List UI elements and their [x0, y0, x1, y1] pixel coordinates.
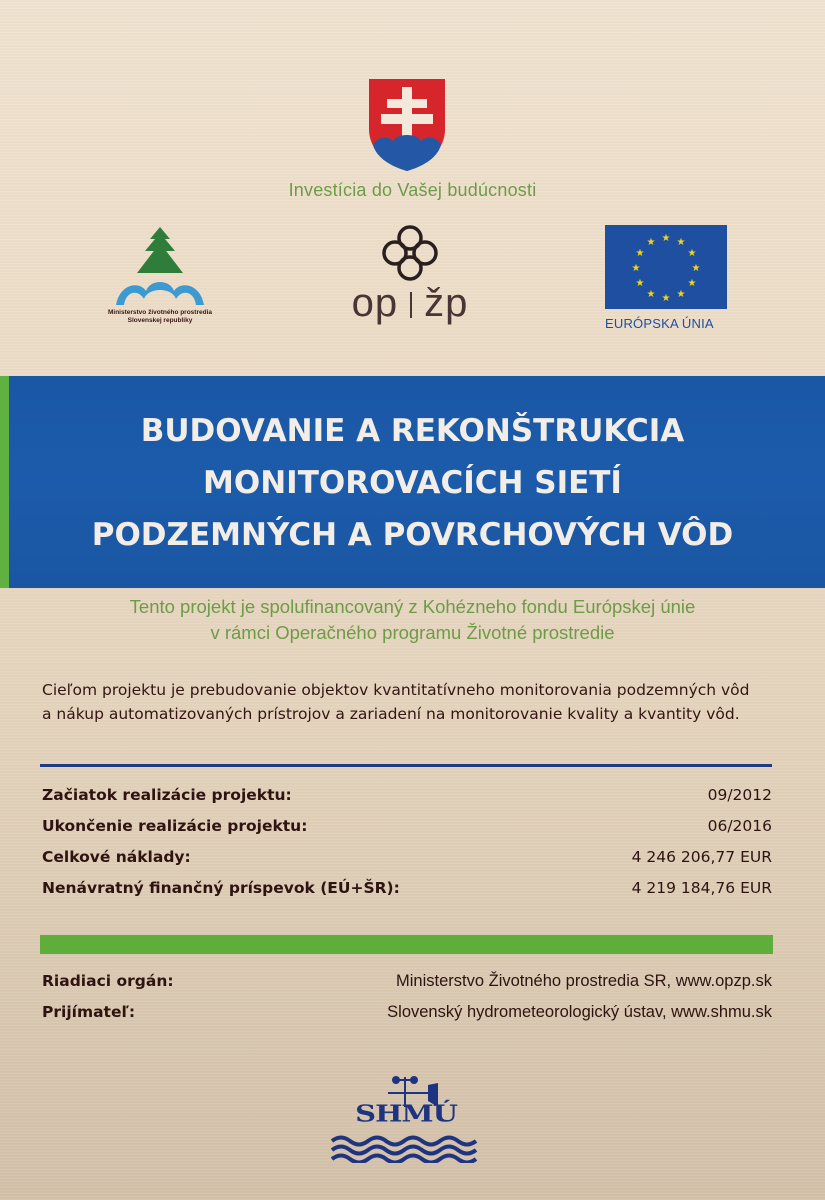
- cofunding-statement: [0, 594, 825, 646]
- shmu-logo: [328, 1073, 488, 1163]
- info-row-end: [42, 817, 772, 848]
- project-goal: [42, 678, 802, 726]
- goal-line: a nákup automatizovaných prístrojov a zariadení na monitorovanie kvality a kvantity vôd.: [42, 705, 740, 723]
- svg-text:★: ★: [676, 289, 686, 300]
- ministry-name-line2: Slovenskej republiky: [127, 317, 193, 324]
- info-row-total-cost: [42, 848, 772, 879]
- info-value: 4 219 184,76 EUR: [631, 879, 772, 897]
- svg-text:★: ★: [687, 248, 697, 259]
- eu-label: EURÓPSKA ÚNIA: [605, 316, 714, 331]
- info-value: 4 246 206,77 EUR: [631, 848, 772, 866]
- info-value: 06/2016: [707, 817, 772, 835]
- info-label: Začiatok realizácie projektu:: [42, 786, 292, 804]
- organizations-table: [42, 972, 772, 1034]
- tree-bridge-icon: [110, 225, 210, 307]
- org-value: Slovenský hydrometeorologický ústav, www.shmu.sk: [387, 1003, 772, 1021]
- tagline: Investícia do Vašej budúcnosti: [288, 180, 537, 200]
- project-info-table: [42, 786, 772, 910]
- info-row-start: [42, 786, 772, 817]
- info-value: 09/2012: [707, 786, 772, 804]
- svg-text:★: ★: [646, 289, 656, 300]
- green-divider: [40, 935, 773, 954]
- opzp-left: op: [351, 281, 399, 325]
- svg-text:★: ★: [661, 233, 671, 244]
- eu-logo: [605, 225, 730, 335]
- svg-text:★: ★: [635, 278, 645, 289]
- org-row-managing-authority: [42, 972, 772, 1003]
- cofunding-line: v rámci Operačného programu Životné prostredie: [210, 622, 615, 643]
- cofunding-line: Tento projekt je spolufinancovaný z Kohézneho fondu Európskej únie: [129, 596, 696, 617]
- ministry-name-line1: Ministerstvo životného prostredia: [107, 309, 213, 316]
- title-line: BUDOVANIE A REKONŠTRUKCIA: [140, 413, 685, 449]
- shmu-wordmark: SHMÚ: [355, 1099, 457, 1128]
- org-label: Riadiaci orgán:: [42, 972, 174, 990]
- ministry-logo: [95, 225, 225, 335]
- opzp-right: žp: [424, 281, 469, 325]
- info-label: Ukončenie realizácie projektu:: [42, 817, 308, 835]
- svg-text:★: ★: [661, 293, 671, 304]
- info-label: Nenávratný finančný príspevok (EÚ+ŠR):: [42, 879, 400, 897]
- goal-line: Cieľom projektu je prebudovanie objektov kvantitatívneho monitorovania podzemných vôd: [42, 681, 750, 699]
- org-row-recipient: [42, 1003, 772, 1034]
- svg-text:★: ★: [676, 237, 686, 248]
- title-line: PODZEMNÝCH A POVRCHOVÝCH VÔD: [91, 517, 734, 553]
- project-title: [0, 405, 825, 561]
- svg-text:★: ★: [646, 237, 656, 248]
- title-line: MONITOROVACÍCH SIETÍ: [203, 465, 622, 501]
- info-label: Celkové náklady:: [42, 848, 191, 866]
- opzp-logo: [330, 225, 490, 325]
- svg-text:★: ★: [631, 263, 641, 274]
- org-label: Prijímateľ:: [42, 1003, 136, 1021]
- slovak-coat-of-arms-icon: [367, 77, 447, 173]
- svg-text:★: ★: [687, 278, 697, 289]
- eu-flag-icon: [605, 225, 727, 309]
- svg-text:★: ★: [635, 248, 645, 259]
- org-value: Ministerstvo Životného prostredia SR, www.opzp.sk: [396, 972, 772, 990]
- quatrefoil-icon: [380, 225, 440, 283]
- info-row-grant: [42, 879, 772, 910]
- opzp-separator: [410, 292, 412, 318]
- blue-divider: [40, 764, 772, 767]
- svg-text:★: ★: [691, 263, 701, 274]
